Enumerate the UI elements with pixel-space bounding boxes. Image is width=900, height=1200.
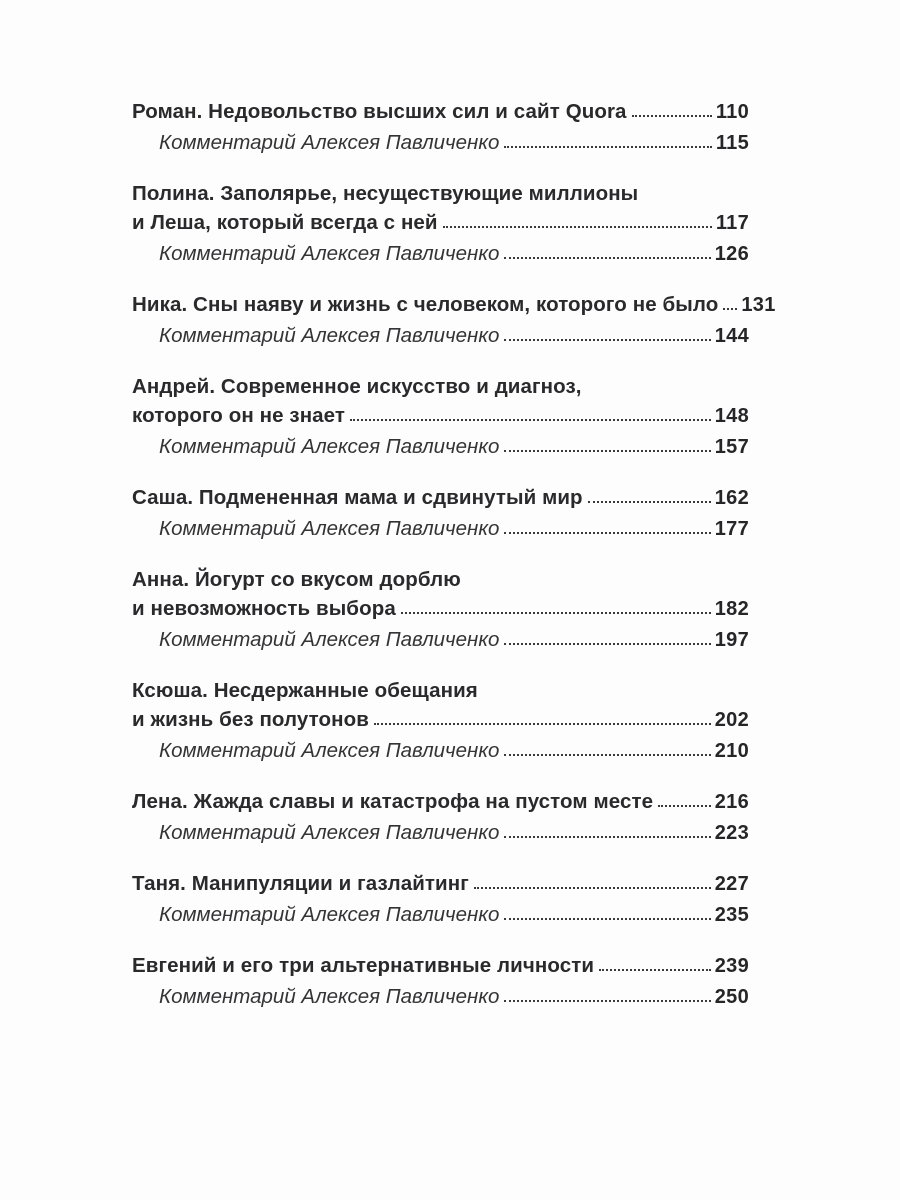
toc-entry-comment-text: Комментарий Алексея Павличенко bbox=[159, 517, 500, 540]
toc-entry-comment-text: Комментарий Алексея Павличенко bbox=[159, 628, 500, 651]
toc-entry-comment-page-number: 197 bbox=[714, 629, 749, 651]
toc-entry bbox=[132, 951, 749, 1012]
toc-entry-title-row bbox=[132, 869, 749, 899]
toc-entry-comment-text: Комментарий Алексея Павличенко bbox=[159, 435, 500, 458]
toc-entry-title-line: Анна. Йогурт со вкусом дорблю bbox=[132, 568, 461, 591]
toc-entry-page-number: 148 bbox=[714, 405, 749, 427]
toc-entry-title-text: которого он не знает bbox=[132, 404, 346, 427]
toc-entry-title-line: Андрей. Современное искусство и диагноз, bbox=[132, 375, 582, 398]
toc-entry bbox=[132, 372, 749, 462]
toc-entry-comment-text: Комментарий Алексея Павличенко bbox=[159, 821, 500, 844]
toc-entry-comment-row bbox=[132, 625, 749, 655]
toc-entry-title-text: Роман. Недовольство высших сил и сайт Quora bbox=[132, 100, 627, 123]
toc-entry-comment-row bbox=[132, 128, 749, 158]
dot-leader bbox=[658, 803, 711, 807]
toc-list bbox=[132, 97, 776, 1033]
toc-entry-title-text: Таня. Манипуляции и газлайтинг bbox=[132, 872, 469, 895]
toc-entry-comment-text: Комментарий Алексея Павличенко bbox=[159, 903, 500, 926]
toc-entry-page-number: 117 bbox=[715, 212, 749, 234]
dot-leader bbox=[443, 224, 712, 228]
toc-entry-comment-row bbox=[132, 736, 749, 766]
toc-entry-comment-text: Комментарий Алексея Павличенко bbox=[159, 131, 500, 154]
dot-leader bbox=[504, 255, 710, 259]
toc-entry-title-row bbox=[132, 290, 776, 320]
toc-entry-comment-page-number: 177 bbox=[714, 518, 749, 540]
dot-leader bbox=[588, 499, 711, 503]
dot-leader bbox=[504, 998, 710, 1002]
toc-entry bbox=[132, 869, 749, 930]
toc-entry-comment-page-number: 115 bbox=[715, 132, 749, 154]
toc-entry-title-text: и невозможность выбора bbox=[132, 597, 396, 620]
toc-entry-title-row bbox=[132, 787, 749, 817]
toc-entry-comment-row bbox=[132, 321, 749, 351]
toc-entry-title-text: Лена. Жажда славы и катастрофа на пустом месте bbox=[132, 790, 654, 813]
toc-entry bbox=[132, 565, 749, 655]
toc-entry-page-number: 202 bbox=[714, 709, 749, 731]
dot-leader bbox=[350, 417, 711, 421]
toc-entry bbox=[132, 787, 749, 848]
dot-leader bbox=[504, 144, 711, 148]
toc-entry-comment-text: Комментарий Алексея Павличенко bbox=[159, 242, 500, 265]
toc-entry-page-number: 239 bbox=[714, 955, 749, 977]
toc-entry-page-number: 162 bbox=[714, 487, 749, 509]
dot-leader bbox=[374, 721, 711, 725]
toc-entry bbox=[132, 179, 749, 269]
toc-entry-title-row bbox=[132, 594, 749, 624]
toc-entry-comment-page-number: 210 bbox=[714, 740, 749, 762]
toc-entry-title-text: и жизнь без полутонов bbox=[132, 708, 369, 731]
toc-entry-comment-text: Комментарий Алексея Павличенко bbox=[159, 739, 500, 762]
toc-entry-page-number: 110 bbox=[715, 101, 749, 123]
toc-entry-comment-row bbox=[132, 432, 749, 462]
toc-entry-comment-row bbox=[132, 514, 749, 544]
toc-entry-comment-page-number: 144 bbox=[714, 325, 749, 347]
toc-entry-title bbox=[132, 676, 749, 705]
dot-leader bbox=[599, 967, 711, 971]
toc-entry-comment-page-number: 250 bbox=[714, 986, 749, 1008]
dot-leader bbox=[632, 113, 712, 117]
toc-entry-title-row bbox=[132, 951, 749, 981]
toc-entry-title-text: Саша. Подмененная мама и сдвинутый мир bbox=[132, 486, 583, 509]
toc-entry-title-row bbox=[132, 208, 749, 238]
toc-entry-comment-row bbox=[132, 900, 749, 930]
dot-leader bbox=[504, 916, 710, 920]
toc-entry-comment-page-number: 126 bbox=[714, 243, 749, 265]
dot-leader bbox=[504, 641, 710, 645]
toc-entry-title bbox=[132, 372, 749, 401]
toc-entry-title-text: Евгений и его три альтернативные личности bbox=[132, 954, 595, 977]
toc-entry-title-row bbox=[132, 705, 749, 735]
toc-entry-page-number: 227 bbox=[714, 873, 749, 895]
toc-entry-title bbox=[132, 565, 749, 594]
toc-entry bbox=[132, 97, 749, 158]
dot-leader bbox=[504, 834, 710, 838]
dot-leader bbox=[504, 448, 710, 452]
toc-entry-title-text: и Леша, который всегда с ней bbox=[132, 211, 438, 234]
toc-entry bbox=[132, 483, 749, 544]
toc-entry-title-row bbox=[132, 97, 749, 127]
toc-entry-comment-row bbox=[132, 239, 749, 269]
toc-entry-page-number: 216 bbox=[714, 791, 749, 813]
toc-entry-title bbox=[132, 179, 749, 208]
toc-entry-page-number: 131 bbox=[741, 294, 776, 316]
toc-entry-title-line: Полина. Заполярье, несуществующие миллионы bbox=[132, 182, 639, 205]
toc-entry-page-number: 182 bbox=[714, 598, 749, 620]
toc-entry-title-row bbox=[132, 483, 749, 513]
toc-entry-title-line: Ксюша. Несдержанные обещания bbox=[132, 679, 478, 702]
toc-entry bbox=[132, 676, 749, 766]
toc-entry-comment-page-number: 223 bbox=[714, 822, 749, 844]
dot-leader bbox=[504, 337, 710, 341]
dot-leader bbox=[504, 752, 710, 756]
toc-entry-comment-text: Комментарий Алексея Павличенко bbox=[159, 985, 500, 1008]
dot-leader bbox=[474, 885, 711, 889]
toc-entry bbox=[132, 290, 776, 351]
toc-entry-comment-page-number: 157 bbox=[714, 436, 749, 458]
toc-entry-title-text: Ника. Сны наяву и жизнь с человеком, которого не было bbox=[132, 293, 719, 316]
dot-leader bbox=[504, 530, 710, 534]
dot-leader bbox=[401, 610, 711, 614]
toc-entry-comment-page-number: 235 bbox=[714, 904, 749, 926]
toc-entry-comment-row bbox=[132, 818, 749, 848]
toc-entry-comment-text: Комментарий Алексея Павличенко bbox=[159, 324, 500, 347]
dot-leader bbox=[723, 306, 737, 310]
toc-entry-comment-row bbox=[132, 982, 749, 1012]
toc-entry-title-row bbox=[132, 401, 749, 431]
